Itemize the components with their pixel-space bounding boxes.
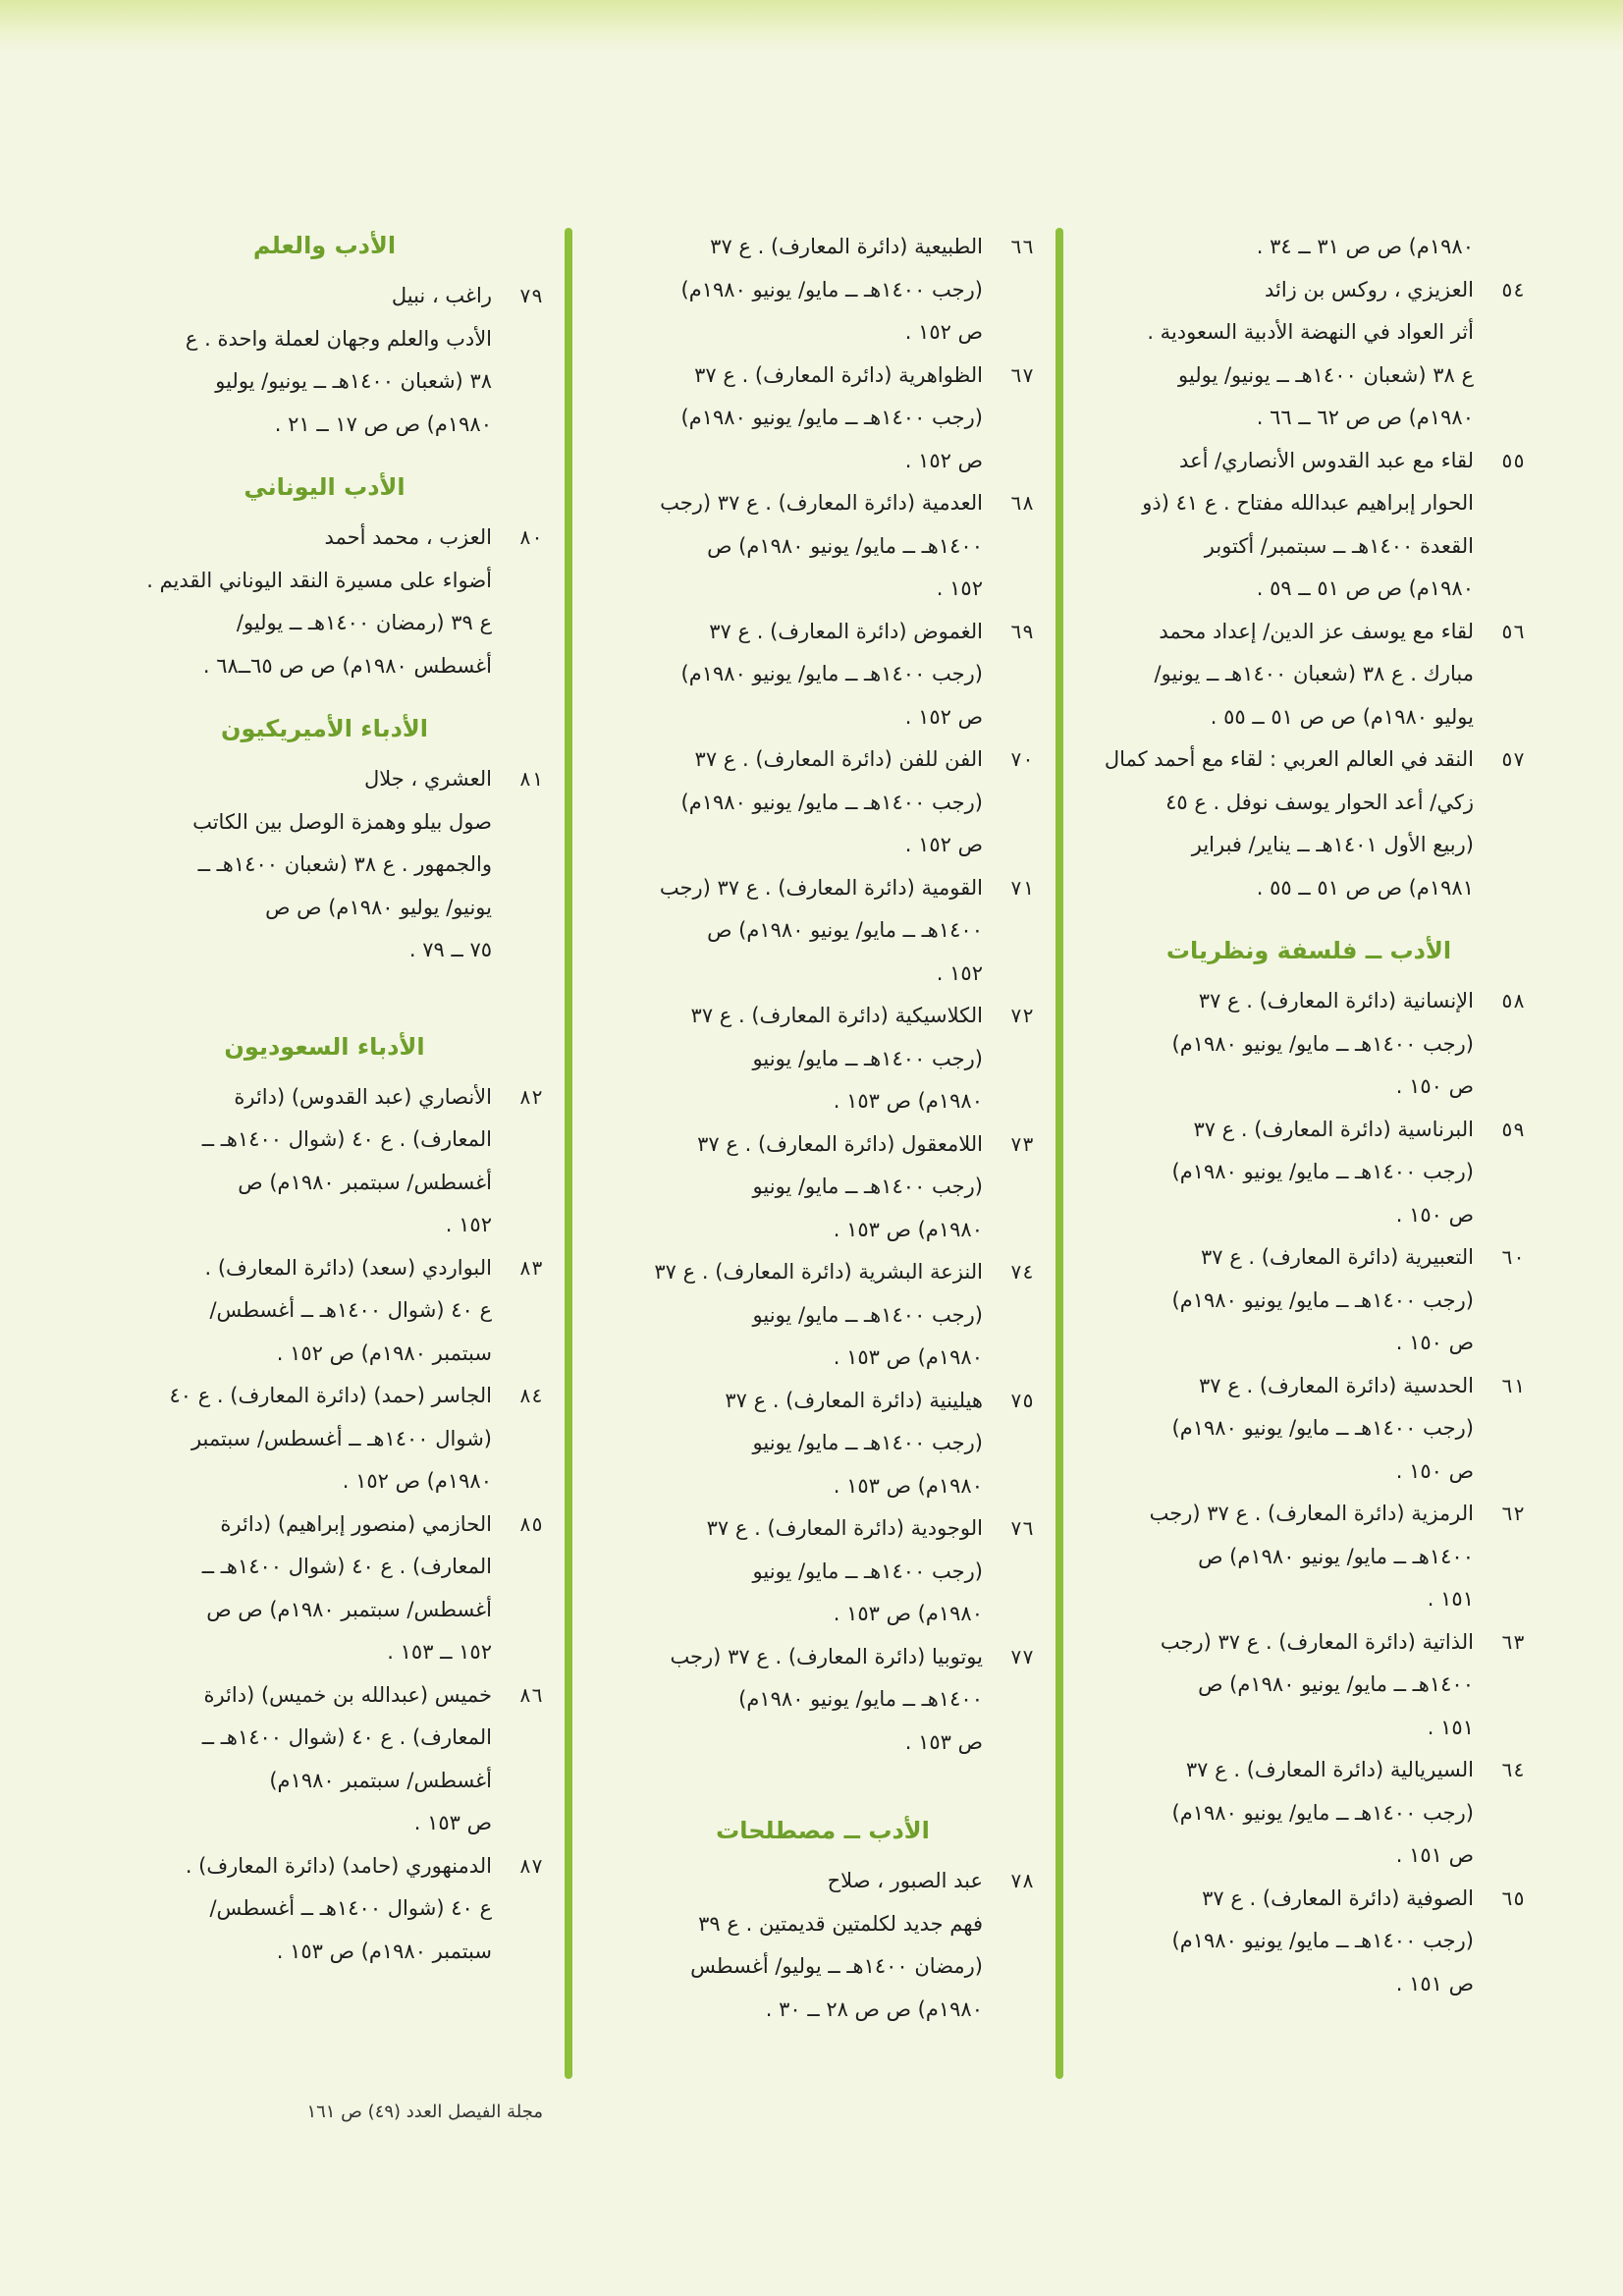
- entry-line: ١٩٨٠م) ص ١٥٢ .: [342, 1469, 492, 1493]
- bibliography-entry: [612, 482, 1034, 611]
- entry-line: (رجب ١٤٠٠هـ ــ مايو/ يونيو: [752, 1046, 983, 1070]
- entry-text: [1093, 980, 1474, 1109]
- entry-line: الجاسر (حمد) (دائرة المعارف) . ع ٤٠: [169, 1384, 492, 1407]
- entry-line: الحدسية (دائرة المعارف) . ع ٣٧: [1199, 1373, 1474, 1397]
- entry-line: ١٩٨٠م) ص ص ١٧ ــ ٢١ .: [274, 411, 492, 436]
- entry-text: [1093, 611, 1474, 739]
- entry-line: ص ١٥٠ .: [1395, 1074, 1474, 1098]
- entry-line: ص ١٥٠ .: [1395, 1458, 1474, 1483]
- entry-text: [1093, 1365, 1474, 1494]
- entry-line: خميس (عبدالله بن خميس) (دائرة: [203, 1682, 492, 1707]
- entry-line: راغب ، نبيل: [391, 284, 492, 307]
- entry-text: [612, 1380, 983, 1508]
- entry-line: لقاء مع يوسف عز الدين/ إعداد محمد: [1159, 619, 1474, 643]
- entry-line: ١٩٨٠م) ص ص ٦٢ ــ ٦٦ .: [1256, 406, 1474, 429]
- entry-number: ٥٥: [1500, 448, 1525, 472]
- entry-line: اللامعقول (دائرة المعارف) . ع ٣٧: [697, 1131, 983, 1156]
- entry-number: ٧٠: [1009, 747, 1034, 771]
- entry-text: [106, 1076, 492, 1247]
- entry-line: الظواهرية (دائرة المعارف) . ع ٣٧: [694, 362, 983, 387]
- entry-line: ١٤٠٠هـ ــ مايو/ يونيو ١٩٨٠م) ص: [1198, 1544, 1474, 1568]
- column-divider: [565, 228, 572, 2079]
- bibliography-entry: [1093, 1878, 1525, 2006]
- entry-number: ٦٨: [1009, 491, 1034, 515]
- entry-line: الصوفية (دائرة المعارف) . ع ٣٧: [1202, 1886, 1474, 1910]
- bibliography-entry: [1093, 1493, 1525, 1621]
- entry-line: (رجب ١٤٠٠هـ ــ مايو/ يونيو ١٩٨٠م): [1171, 1287, 1474, 1312]
- entry-number: ٨٢: [518, 1084, 543, 1109]
- entry-line: ص ١٥٠ .: [1395, 1202, 1474, 1227]
- entry-line: الإنسانية (دائرة المعارف) . ع ٣٧: [1198, 989, 1474, 1012]
- entry-line: (رجب ١٤٠٠هـ ــ مايو/ يونيو ١٩٨٠م): [1171, 1800, 1474, 1825]
- entry-line: أثر العواد في النهضة الأدبية السعودية .: [1147, 320, 1474, 344]
- entry-number: ٦١: [1500, 1373, 1525, 1397]
- bibliography-entry: [1093, 1236, 1525, 1365]
- bibliography-entry: [1093, 611, 1525, 739]
- entry-line: الحازمي (منصور إبراهيم) (دائرة: [220, 1511, 492, 1536]
- entry-line: العزب ، محمد أحمد: [324, 525, 492, 549]
- bibliography-entry: [612, 226, 1034, 355]
- entry-text: [1093, 738, 1474, 909]
- entry-text: [612, 1123, 983, 1252]
- entry-line: ص ١٥٣ .: [904, 1729, 983, 1754]
- entry-number: ٦٤: [1500, 1758, 1525, 1781]
- entry-line: (رجب ١٤٠٠هـ ــ مايو/ يونيو ١٩٨٠م): [1171, 1416, 1474, 1440]
- entry-line: ١٥٢ ــ ١٥٣ .: [387, 1640, 492, 1664]
- entry-line: ص ١٥٢ .: [904, 833, 983, 856]
- entry-line: الغموض (دائرة المعارف) . ع ٣٧: [709, 619, 983, 643]
- entry-line: النقد في العالم العربي : لقاء مع أحمد كمال: [1104, 747, 1474, 771]
- bibliography-entry: [1093, 1365, 1525, 1494]
- right-column: [1093, 226, 1525, 2005]
- entry-number: ٦٠: [1500, 1245, 1525, 1269]
- entry-line: ١٥٢ .: [445, 1213, 492, 1236]
- entry-line: ص ١٥٢ .: [904, 320, 983, 344]
- entry-number: ٦٣: [1500, 1629, 1525, 1654]
- bibliography-entry: [612, 1123, 1034, 1252]
- bibliography-entry: [106, 275, 543, 446]
- entry-number: ٥٦: [1500, 619, 1525, 643]
- entry-line: البواردي (سعد) (دائرة المعارف) .: [204, 1255, 492, 1280]
- bibliography-entry: [612, 1251, 1034, 1380]
- bibliography-entry: [1093, 738, 1525, 909]
- entry-line: المعارف) . ع ٤٠ (شوال ١٤٠٠هـ ــ: [201, 1725, 492, 1749]
- entry-number: ٥٨: [1500, 989, 1525, 1012]
- bibliography-entry: [106, 1375, 543, 1503]
- entry-number: ٧٩: [518, 284, 543, 307]
- entry-number: ٨٧: [518, 1853, 543, 1878]
- bibliography-entry: [106, 1845, 543, 1974]
- entry-line: ص ١٥٢ .: [904, 448, 983, 472]
- entry-number: ٨٥: [518, 1511, 543, 1536]
- entry-line: يونيو/ يوليو ١٩٨٠م) ص ص: [265, 895, 492, 919]
- entry-line: (رجب ١٤٠٠هـ ــ مايو/ يونيو ١٩٨٠م): [680, 277, 983, 301]
- entry-line: أغسطس/ سبتمبر ١٩٨٠م) ص ص: [206, 1597, 492, 1621]
- top-green-band: [0, 0, 1623, 55]
- entry-line: الذاتية (دائرة المعارف) . ع ٣٧ (رجب: [1160, 1629, 1474, 1654]
- entry-number: ٨٤: [518, 1384, 543, 1407]
- bibliography-entry: [612, 1380, 1034, 1508]
- entry-number: ٧٢: [1009, 1004, 1034, 1027]
- entry-line: الأنصاري (عبد القدوس) (دائرة: [234, 1084, 492, 1109]
- entry-line: يوليو ١٩٨٠م) ص ص ٥١ ــ ٥٥ .: [1210, 704, 1474, 729]
- entry-text: [106, 1674, 492, 1845]
- entry-number: ٦٩: [1009, 619, 1034, 643]
- entry-text: [1093, 1236, 1474, 1365]
- entry-number: ٨٣: [518, 1255, 543, 1280]
- entry-line: أغسطس/ سبتمبر ١٩٨٠م) ص: [238, 1170, 492, 1194]
- entry-line: ١٤٠٠هـ ــ مايو/ يونيو ١٩٨٠م): [738, 1687, 983, 1711]
- entry-text: [106, 1375, 492, 1503]
- entry-line: ٧٥ ــ ٧٩ .: [408, 938, 492, 961]
- entry-line: أغسطس/ سبتمبر ١٩٨٠م): [269, 1768, 492, 1792]
- entry-line: (رجب ١٤٠٠هـ ــ مايو/ يونيو: [752, 1302, 983, 1327]
- bibliography-entry: [612, 1860, 1034, 2031]
- entry-line: ١٥٢ .: [936, 576, 983, 600]
- entry-number: ٨١: [518, 767, 543, 791]
- column-divider: [1055, 228, 1063, 2079]
- section-heading: الأدب ــ مصطلحات: [716, 1817, 930, 1844]
- page-footer: مجلة الفيصل العدد (٤٩) ص ١٦١: [306, 2102, 543, 2122]
- entry-line: فهم جديد لكلمتين قديمتين . ع ٣٩: [698, 1911, 983, 1936]
- entry-line: ١٩٨٠م) ص ١٥٣ .: [833, 1473, 983, 1498]
- entry-line: ع ٤٠ (شوال ١٤٠٠هـ ــ أغسطس/: [209, 1896, 492, 1920]
- entry-line: لقاء مع عبد القدوس الأنصاري/ أعد: [1179, 448, 1474, 472]
- entry-line: ١٥١ .: [1427, 1715, 1474, 1739]
- entry-line: البرناسية (دائرة المعارف) . ع ٣٧: [1193, 1117, 1474, 1141]
- bibliography-entry: [106, 1674, 543, 1845]
- entry-number: ٥٩: [1500, 1117, 1525, 1141]
- entry-number: ٧٧: [1009, 1644, 1034, 1668]
- entry-line: سبتمبر ١٩٨٠م) ص ١٥٣ .: [276, 1939, 492, 1963]
- entry-text: [106, 1503, 492, 1674]
- entry-line: ع ٤٠ (شوال ١٤٠٠هـ ــ أغسطس/: [209, 1298, 492, 1322]
- bibliography-entry: [612, 355, 1034, 483]
- entry-text: [1093, 1109, 1474, 1237]
- section-heading: الأدباء الأميريكيون: [220, 715, 429, 742]
- entry-line: السيريالية (دائرة المعارف) . ع ٣٧: [1185, 1758, 1474, 1781]
- entry-line: المعارف) . ع ٤٠ (شوال ١٤٠٠هـ ــ: [201, 1127, 492, 1151]
- entry-line: العشري ، جلال: [363, 767, 492, 791]
- entry-number: ٧٦: [1009, 1516, 1034, 1540]
- bibliography-entry: [612, 611, 1034, 739]
- entry-line: (رمضان ١٤٠٠هـ ــ يوليو/ أغسطس: [690, 1954, 983, 1978]
- entry-line: (رجب ١٤٠٠هـ ــ مايو/ يونيو: [752, 1431, 983, 1454]
- entry-text: [106, 517, 492, 687]
- entry-text: [612, 1507, 983, 1636]
- entry-line: ١٩٨٠م) ص ١٥٣ .: [833, 1217, 983, 1241]
- entry-line: ١٩٨٠م) ص ص ٢٨ ــ ٣٠ .: [765, 1996, 983, 2021]
- bibliography-entry: [1093, 440, 1525, 611]
- entry-line: ص ١٥٠ .: [1395, 1331, 1474, 1354]
- entry-line: الدمنهوري (حامد) (دائرة المعارف) .: [185, 1853, 492, 1878]
- entry-text: [1093, 1493, 1474, 1621]
- entry-line: ١٩٨٠م) ص ١٥٣ .: [833, 1089, 983, 1113]
- entry-line: الأدب والعلم وجهان لعملة واحدة . ع: [185, 326, 492, 351]
- entry-line: ١٤٠٠هـ ــ مايو/ يونيو ١٩٨٠م) ص: [707, 918, 983, 942]
- entry-line: القعدة ١٤٠٠هـ ــ سبتمبر/ أكتوبر: [1204, 533, 1474, 558]
- entry-line: ١٩٨١م) ص ص ٥١ ــ ٥٥ .: [1256, 875, 1474, 900]
- entry-line: زكي/ أعد الحوار يوسف نوفل . ع ٤٥: [1165, 790, 1474, 814]
- bibliography-entry: [106, 758, 543, 972]
- entry-line: القومية (دائرة المعارف) . ع ٣٧ (رجب: [659, 875, 983, 900]
- entry-line: يوتوبيا (دائرة المعارف) . ع ٣٧ (رجب: [670, 1644, 983, 1668]
- entry-line: التعبيرية (دائرة المعارف) . ع ٣٧: [1200, 1245, 1474, 1269]
- entry-line: (رجب ١٤٠٠هـ ــ مايو/ يونيو ١٩٨٠م): [1171, 1929, 1474, 1952]
- bibliography-entry: [612, 738, 1034, 867]
- middle-column: [612, 226, 1034, 2031]
- entry-text: [612, 738, 983, 867]
- entry-line: الرمزية (دائرة المعارف) . ع ٣٧ (رجب: [1149, 1502, 1474, 1525]
- bibliography-entry: [106, 1076, 543, 1247]
- entry-number: ٨٠: [518, 525, 543, 549]
- entry-line: (رجب ١٤٠٠هـ ــ مايو/ يونيو ١٩٨٠م): [680, 790, 983, 814]
- entry-line: ١٥١ .: [1427, 1587, 1474, 1611]
- section-heading: الأدب اليوناني: [243, 473, 406, 501]
- entry-line: أغسطس ١٩٨٠م) ص ص ٦٥ــ٦٨ .: [202, 653, 492, 678]
- entry-text: [106, 1247, 492, 1376]
- bibliography-entry: [612, 1507, 1034, 1636]
- entry-line: ع ٣٩ (رمضان ١٤٠٠هـ ــ يوليو/: [236, 611, 492, 634]
- entry-line: ص ١٥١ .: [1395, 1843, 1474, 1867]
- bibliography-entry: [106, 517, 543, 687]
- entry-line: أضواء على مسيرة النقد اليوناني القديم .: [146, 568, 492, 592]
- entry-line: (رجب ١٤٠٠هـ ــ مايو/ يونيو ١٩٨٠م): [1171, 1031, 1474, 1056]
- entry-number: ٥٤: [1500, 277, 1525, 301]
- entry-number: ٧٤: [1009, 1260, 1034, 1284]
- entry-line: (رجب ١٤٠٠هـ ــ مايو/ يونيو ١٩٨٠م): [1171, 1160, 1474, 1183]
- entry-line: (رجب ١٤٠٠هـ ــ مايو/ يونيو: [752, 1175, 983, 1198]
- entry-line: (شوال ١٤٠٠هـ ــ أغسطس/ سبتمبر: [190, 1426, 492, 1450]
- entry-line: هيلينية (دائرة المعارف) . ع ٣٧: [725, 1388, 983, 1412]
- entry-line: ٣٨ (شعبان ١٤٠٠هـ ــ يونيو/ يوليو: [215, 369, 492, 393]
- bibliography-entry: [106, 1503, 543, 1674]
- bibliography-entry: [1093, 1621, 1525, 1750]
- entry-line: الوجودية (دائرة المعارف) . ع ٣٧: [706, 1516, 983, 1540]
- entry-line: ١٩٨٠م) ص ١٥٣ .: [833, 1602, 983, 1625]
- entry-text: [612, 1636, 983, 1765]
- entry-text: [106, 275, 492, 446]
- entry-number: ٥٧: [1500, 747, 1525, 771]
- entry-line: الحوار إبراهيم عبدالله مفتاح . ع ٤١ (ذو: [1142, 491, 1474, 515]
- bibliography-entry: [1093, 980, 1525, 1109]
- entry-line: ١٥٢ .: [936, 960, 983, 985]
- section-heading: الأدباء السعوديون: [224, 1032, 425, 1061]
- entry-line: (رجب ١٤٠٠هـ ــ مايو/ يونيو ١٩٨٠م): [680, 406, 983, 429]
- entry-number: ٦٧: [1009, 362, 1034, 387]
- entry-number: ٦٢: [1500, 1502, 1525, 1525]
- entry-text: [612, 1860, 983, 2031]
- entry-text: [612, 1251, 983, 1380]
- entry-line: ع ٣٨ (شعبان ١٤٠٠هـ ــ يونيو/ يوليو: [1178, 362, 1474, 387]
- entry-line: ١٤٠٠هـ ــ مايو/ يونيو ١٩٨٠م) ص: [707, 533, 983, 558]
- entry-line: مبارك . ع ٣٨ (شعبان ١٤٠٠هـ ــ يونيو/: [1154, 662, 1474, 685]
- bibliography-entry: [612, 867, 1034, 996]
- entry-line: ١٤٠٠هـ ــ مايو/ يونيو ١٩٨٠م) ص: [1198, 1672, 1474, 1696]
- entry-text: [1093, 1749, 1474, 1878]
- entry-line: الفن للفن (دائرة المعارف) . ع ٣٧: [694, 747, 983, 771]
- entry-number: ٧٣: [1009, 1131, 1034, 1156]
- entry-line: ١٩٨٠م) ص ١٥٣ .: [833, 1345, 983, 1369]
- entry-number: ٧١: [1009, 875, 1034, 900]
- bibliography-entry: [1093, 1749, 1525, 1878]
- entry-line: (رجب ١٤٠٠هـ ــ مايو/ يونيو: [752, 1558, 983, 1583]
- entry-line: ١٩٨٠م) ص ص ٥١ ــ ٥٩ .: [1256, 576, 1474, 600]
- bibliography-entry: [106, 1247, 543, 1376]
- entry-line: ص ١٥٢ .: [904, 704, 983, 729]
- entry-line: العدمية (دائرة المعارف) . ع ٣٧ (رجب: [660, 491, 983, 515]
- entry-text: [106, 758, 492, 972]
- bibliography-entry: [612, 1636, 1034, 1765]
- entry-line: المعارف) . ع ٤٠ (شوال ١٤٠٠هـ ــ: [201, 1555, 492, 1578]
- section-heading: الأدب ــ فلسفة ونظريات: [1165, 937, 1452, 964]
- entry-number: ٦٥: [1500, 1886, 1525, 1910]
- entry-text: [1093, 1621, 1474, 1750]
- entry-line: عبد الصبور ، صلاح: [827, 1869, 983, 1892]
- entry-number: ٦٦: [1009, 235, 1034, 258]
- entry-text: [612, 867, 983, 996]
- entry-line: ص ١٥٣ .: [413, 1811, 492, 1834]
- entry-text: [1093, 1878, 1474, 2006]
- entry-line: (رجب ١٤٠٠هـ ــ مايو/ يونيو ١٩٨٠م): [680, 662, 983, 685]
- entry-line: صول بيلو وهمزة الوصل بين الكاتب: [192, 809, 492, 834]
- bibliography-entry: [1093, 269, 1525, 440]
- entry-number: ٧٨: [1009, 1869, 1034, 1892]
- entry-text: [612, 355, 983, 483]
- entry-line: سبتمبر ١٩٨٠م) ص ١٥٢ .: [276, 1340, 492, 1365]
- entry-text: [1093, 440, 1474, 611]
- entry-text: [612, 226, 983, 355]
- entry-line: والجمهور . ع ٣٨ (شعبان ١٤٠٠هـ ــ: [197, 852, 492, 876]
- entry-line: العزيزي ، روكس بن زائد: [1264, 277, 1474, 301]
- entry-number: ٧٥: [1009, 1388, 1034, 1412]
- continued-line: ١٩٨٠م) ص ص ٣١ ــ ٣٤ .: [1256, 235, 1474, 258]
- bibliography-entry: [1093, 1109, 1525, 1237]
- entry-number: ٨٦: [518, 1682, 543, 1707]
- left-column: [106, 226, 543, 1973]
- entry-text: [106, 1845, 492, 1974]
- entry-text: [612, 611, 983, 739]
- bibliography-entry: [612, 995, 1034, 1123]
- entry-text: [612, 995, 983, 1123]
- entry-line: (ربيع الأول ١٤٠١هـ ــ يناير/ فبراير: [1191, 833, 1474, 856]
- entry-line: الكلاسيكية (دائرة المعارف) . ع ٣٧: [690, 1004, 983, 1027]
- section-heading: الأدب والعلم: [252, 232, 397, 259]
- entry-text: [612, 482, 983, 611]
- entry-line: ص ١٥١ .: [1395, 1971, 1474, 1995]
- entry-text: [1093, 269, 1474, 440]
- entry-line: الطبيعية (دائرة المعارف) . ع ٣٧: [710, 235, 983, 258]
- entry-line: النزعة البشرية (دائرة المعارف) . ع ٣٧: [654, 1260, 983, 1284]
